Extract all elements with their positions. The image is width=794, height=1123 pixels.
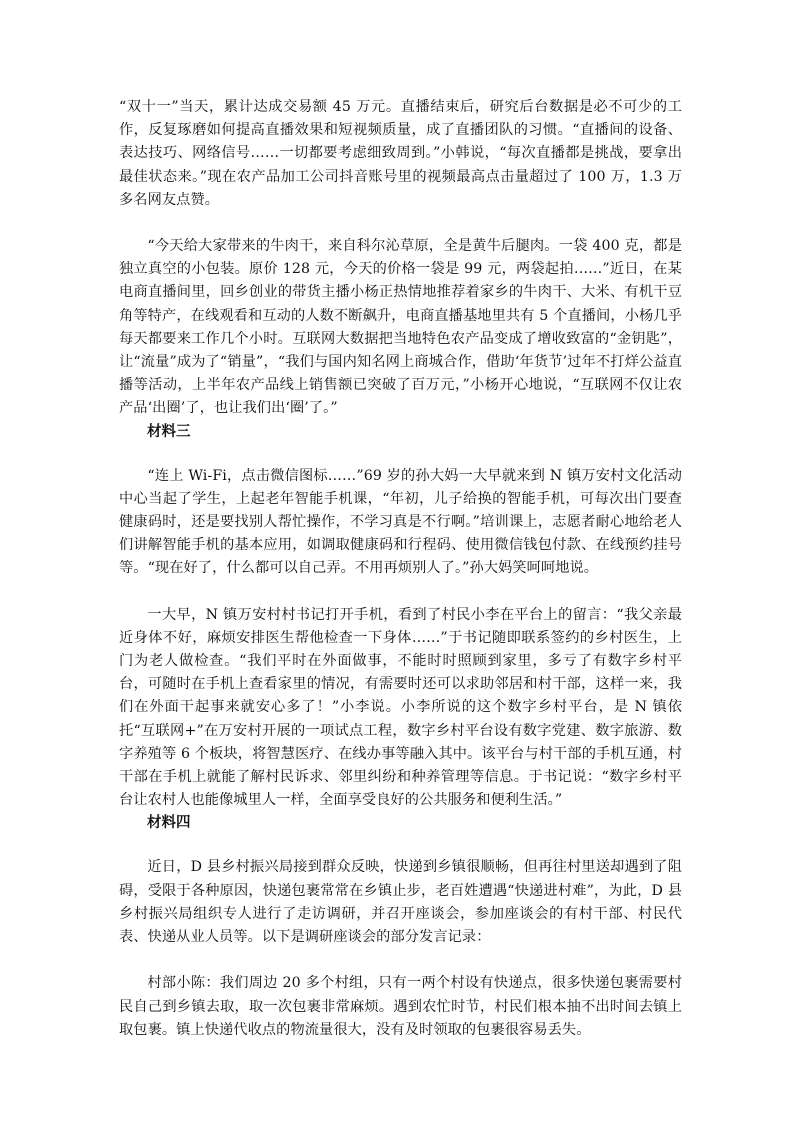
document-page [119, 96, 682, 1042]
paragraph-double-eleven: “双十一”当天，累计达成交易额 45 万元。直播结束后，研究后台数据是必不可少的工作，反复琢磨如何提高直播效果和短视频质量，成了直播团队的习惯。“直播间的设备、表达技巧、网络信号……一切都要考虑细致周到。”小韩说，“每次直播都是挑战，要拿出最佳状态来。”现在农产品加工公司抖音账号里的视频最高点击量超过了 100 万，1.3 万多名网友点赞。 [119, 99, 682, 208]
heading-material-4: 材料四 [147, 815, 191, 832]
heading-material-3: 材料三 [147, 423, 191, 440]
paragraph-smartphone-class: “连上 Wi-Fi，点击微信图标……”69 岁的孙大妈一大早就来到 N 镇万安村文化活动中心当起了学生，上起老年智能手机课，“年初，儿子给换的智能手机，可每次出门要查健康码时，还是要找别人帮忙操作，不学习真是不行啊。”培训课上，志愿者耐心地给老人们讲解智能手机的基本应用，如调取健康码和行程码、使用微信钱包付款、在线预约挂号等。“现在好了，什么都可以自己弄。不用再烦别人了。”孙大妈笑呵呵地说。 [119, 467, 682, 577]
paragraph-village-chen-statement: 村部小陈：我们周边 20 多个村组，只有一两个村设有快递点，很多快递包裹需要村民自己到乡镇去取，取一次包裹非常麻烦。遇到农忙时节，村民们根本抽不出时间去镇上取包裹。镇上快递代收点的物流量很大，没有及时领取的包裹很容易丢失。 [119, 975, 682, 1038]
paragraph-digital-village-platform: 一大早，N 镇万安村村书记打开手机，看到了村民小李在平台上的留言：“我父亲最近身体不好，麻烦安排医生帮他检查一下身体……”于书记随即联系签约的乡村医生，上门为老人做检查。“我们平时在外面做事，不能时时照顾到家里，多亏了有数字乡村平台，可随时在手机上查看家里的情况，有需要时还可以求助邻居和村干部，这样一来，我们在外面干起事来就安心多了！”小李说。小李所说的这个数字乡村平台，是 N 镇依托“互联网+”在万安村开展的一项试点工程，数字乡村平台设有数字党建、数字旅游、数字养殖等 6 个板块，将智慧医疗、在线办事等融入其中。该平台与村干部的手机互通，村干部在手机上就能了解村民诉求、邻里纠纷和种养管理等信息。于书记说：“数字乡村平台让农村人也能像城里人一样，全面享受良好的公共服务和便利生活。” [119, 606, 682, 809]
paragraph-express-delivery-survey: 近日，D 县乡村振兴局接到群众反映，快递到乡镇很顺畅，但再往村里送却遇到了阻碍，受限于各种原因，快递包裹常常在乡镇止步，老百姓遭遇“快递进村难”，为此，D 县乡村振兴局组织专人进行了走访调研，并召开座谈会，参加座谈会的有村干部、村民代表、快递从业人员等。以下是调研座谈会的部分发言记录： [119, 859, 682, 946]
paragraph-beef-jerky-livestream: “今天给大家带来的牛肉干，来自科尔沁草原，全是黄牛后腿肉。一袋 400 克，都是独立真空的小包装。原价 128 元，今天的价格一袋是 99 元，两袋起拍……”近日，在某电商直播间里，回乡创业的带货主播小杨正热情地推荐着家乡的牛肉干、大米、有机干豆角等特产，在线观看和互动的人数不断飙升，电商直播基地里共有 5 个直播间，小杨几乎每天都要来工作几个小时。互联网大数据把当地特色农产品变成了增收致富的“金钥匙”，让“流量”成为了“销量”，“我们与国内知名网上商城合作，借助‘年货节’过年不打烊公益直播等活动，上半年农产品线上销售额已突破了百万元，”小杨开心地说，“互联网不仅让农产品‘出圈’了，也让我们出‘圈’了。” [119, 238, 682, 417]
